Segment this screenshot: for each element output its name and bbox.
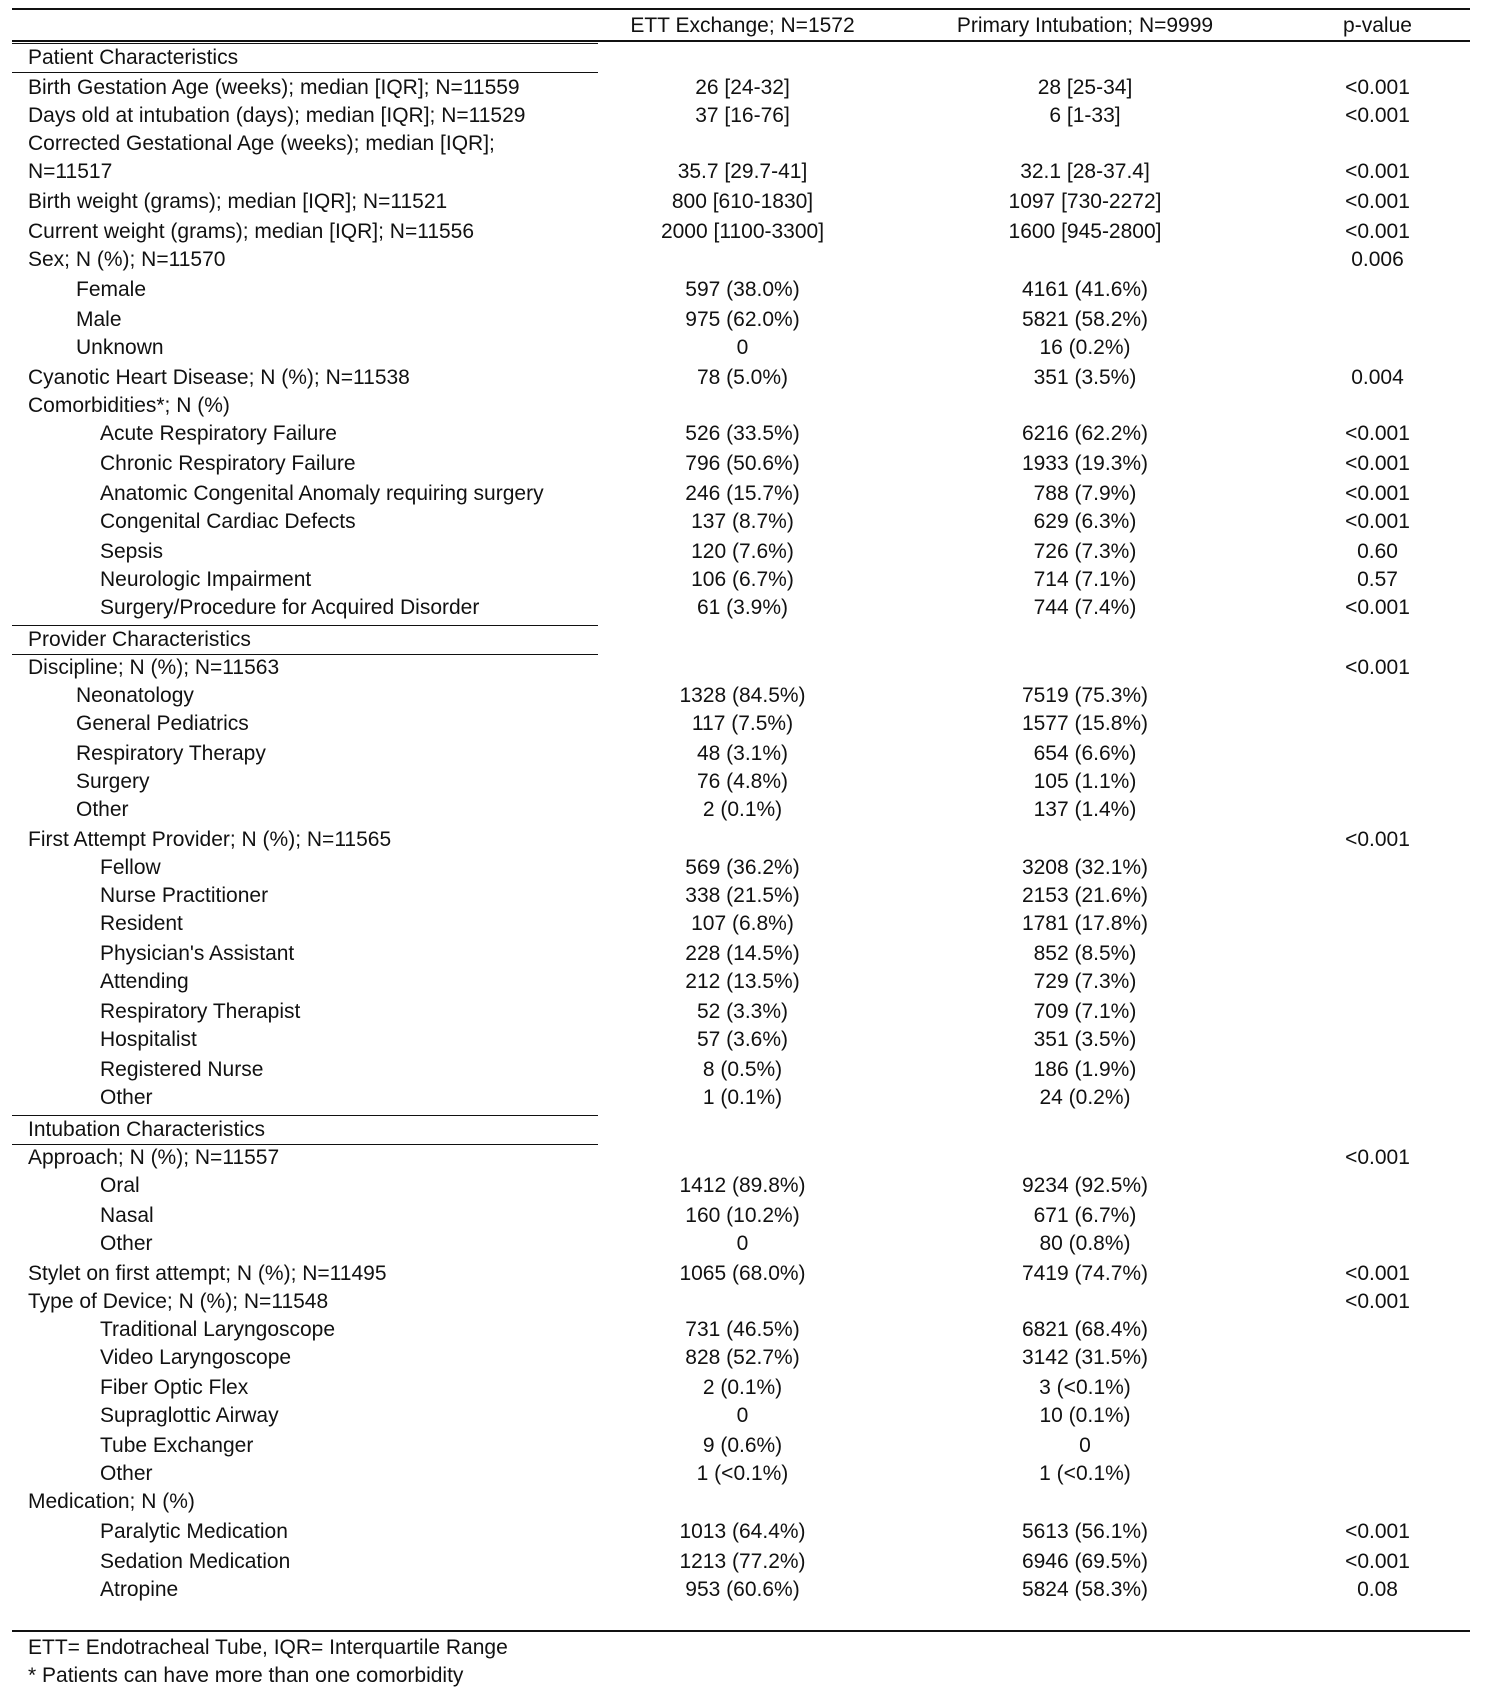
primary-intubation-value: 1600 [945-2800] bbox=[1008, 220, 1162, 243]
row-label: Atropine bbox=[100, 1578, 179, 1601]
footnote-abbreviations: ETT= Endotracheal Tube, IQR= Interquartile Range bbox=[28, 1636, 508, 1659]
ett-exchange-value: 57 (3.6%) bbox=[696, 1028, 789, 1051]
table-row bbox=[0, 1518, 1486, 1546]
row-label: General Pediatrics bbox=[76, 712, 249, 735]
row-label: Resident bbox=[100, 912, 183, 935]
p-value: <0.001 bbox=[1345, 160, 1410, 183]
section-header-row bbox=[0, 626, 1486, 654]
bottom-rule bbox=[12, 1630, 1470, 1632]
table-row bbox=[0, 1288, 1486, 1316]
p-value: 0.08 bbox=[1357, 1578, 1398, 1601]
row-label: Type of Device; N (%); N=11548 bbox=[28, 1290, 329, 1313]
row-label: Neonatology bbox=[76, 684, 194, 707]
primary-intubation-value: 1781 (17.8%) bbox=[1021, 912, 1149, 935]
primary-intubation-value: 709 (7.1%) bbox=[1033, 1000, 1137, 1023]
p-value: <0.001 bbox=[1345, 656, 1410, 679]
row-label: Hospitalist bbox=[100, 1028, 197, 1051]
section-title: Provider Characteristics bbox=[28, 628, 251, 651]
section-rule bbox=[12, 1115, 598, 1116]
row-label: Sepsis bbox=[100, 540, 164, 563]
ett-exchange-value: 228 (14.5%) bbox=[685, 942, 800, 965]
table-row bbox=[0, 1230, 1486, 1258]
row-label: Other bbox=[100, 1462, 153, 1485]
primary-intubation-value: 729 (7.3%) bbox=[1033, 970, 1137, 993]
p-value: <0.001 bbox=[1345, 452, 1410, 475]
row-label: Physician's Assistant bbox=[100, 942, 295, 965]
ett-exchange-value: 212 (13.5%) bbox=[685, 970, 800, 993]
ett-exchange-value: 160 (10.2%) bbox=[685, 1204, 800, 1227]
table-row bbox=[0, 1432, 1486, 1460]
primary-intubation-value: 5613 (56.1%) bbox=[1021, 1520, 1149, 1543]
p-value: <0.001 bbox=[1345, 1550, 1410, 1573]
row-label: Paralytic Medication bbox=[100, 1520, 288, 1543]
table-row bbox=[0, 480, 1486, 508]
primary-intubation-value: 852 (8.5%) bbox=[1033, 942, 1137, 965]
row-label: Unknown bbox=[76, 336, 164, 359]
primary-intubation-value: 2153 (21.6%) bbox=[1021, 884, 1149, 907]
header-p-value: p-value bbox=[1343, 14, 1412, 37]
row-label: Respiratory Therapist bbox=[100, 1000, 301, 1023]
row-label: Other bbox=[100, 1232, 153, 1255]
table-row bbox=[0, 306, 1486, 334]
table-row bbox=[0, 710, 1486, 738]
table-row bbox=[0, 1026, 1486, 1054]
table-row bbox=[0, 1084, 1486, 1112]
p-value: <0.001 bbox=[1345, 104, 1410, 127]
table-row bbox=[0, 188, 1486, 216]
ett-exchange-value: 106 (6.7%) bbox=[691, 568, 794, 591]
ett-exchange-value: 0 bbox=[736, 1404, 749, 1427]
row-label: Nurse Practitioner bbox=[100, 884, 269, 907]
p-value: 0.004 bbox=[1351, 366, 1404, 389]
row-label: N=11517 bbox=[28, 160, 113, 183]
primary-intubation-value: 28 [25-34] bbox=[1037, 76, 1133, 99]
section-header-row bbox=[0, 44, 1486, 72]
primary-intubation-value: 3 (<0.1%) bbox=[1039, 1376, 1131, 1399]
table-row bbox=[0, 910, 1486, 938]
row-label: Tube Exchanger bbox=[100, 1434, 254, 1457]
table-row bbox=[0, 1260, 1486, 1288]
p-value: 0.57 bbox=[1357, 568, 1398, 591]
table-row bbox=[0, 364, 1486, 392]
header-rule bbox=[12, 40, 1470, 42]
primary-intubation-value: 186 (1.9%) bbox=[1033, 1058, 1137, 1081]
primary-intubation-value: 10 (0.1%) bbox=[1039, 1404, 1131, 1427]
table-row bbox=[0, 594, 1486, 622]
p-value: <0.001 bbox=[1345, 828, 1410, 851]
ett-exchange-value: 2000 [1100-3300] bbox=[660, 220, 825, 243]
primary-intubation-value: 6216 (62.2%) bbox=[1021, 422, 1149, 445]
primary-intubation-value: 105 (1.1%) bbox=[1033, 770, 1137, 793]
table-row bbox=[0, 334, 1486, 362]
primary-intubation-value: 1097 [730-2272] bbox=[1008, 190, 1162, 213]
primary-intubation-value: 80 (0.8%) bbox=[1039, 1232, 1131, 1255]
primary-intubation-value: 1933 (19.3%) bbox=[1021, 452, 1149, 475]
primary-intubation-value: 714 (7.1%) bbox=[1033, 568, 1137, 591]
row-label: Male bbox=[76, 308, 122, 331]
row-label: Acute Respiratory Failure bbox=[100, 422, 337, 445]
p-value: <0.001 bbox=[1345, 422, 1410, 445]
row-label: Nasal bbox=[100, 1204, 154, 1227]
row-label: Sex; N (%); N=11570 bbox=[28, 248, 226, 271]
p-value: 0.60 bbox=[1357, 540, 1398, 563]
section-header-row bbox=[0, 1116, 1486, 1144]
ett-exchange-value: 1013 (64.4%) bbox=[679, 1520, 806, 1543]
ett-exchange-value: 953 (60.6%) bbox=[685, 1578, 800, 1601]
primary-intubation-value: 6821 (68.4%) bbox=[1021, 1318, 1149, 1341]
primary-intubation-value: 6 [1-33] bbox=[1049, 104, 1121, 127]
ett-exchange-value: 48 (3.1%) bbox=[696, 742, 789, 765]
primary-intubation-value: 0 bbox=[1079, 1434, 1091, 1457]
p-value: 0.006 bbox=[1351, 248, 1404, 271]
section-title: Intubation Characteristics bbox=[28, 1118, 265, 1141]
row-label: Video Laryngoscope bbox=[100, 1346, 292, 1369]
ett-exchange-value: 78 (5.0%) bbox=[696, 366, 789, 389]
ett-exchange-value: 35.7 [29.7-41] bbox=[677, 160, 808, 183]
primary-intubation-value: 9234 (92.5%) bbox=[1021, 1174, 1149, 1197]
table-row bbox=[0, 1344, 1486, 1372]
ett-exchange-value: 597 (38.0%) bbox=[685, 278, 800, 301]
p-value: <0.001 bbox=[1345, 510, 1410, 533]
p-value: <0.001 bbox=[1345, 482, 1410, 505]
table-row bbox=[0, 218, 1486, 246]
ett-exchange-value: 0 bbox=[736, 336, 749, 359]
row-label: Respiratory Therapy bbox=[76, 742, 266, 765]
table-row bbox=[0, 768, 1486, 796]
row-label: Anatomic Congenital Anomaly requiring surgery bbox=[100, 482, 544, 505]
ett-exchange-value: 76 (4.8%) bbox=[696, 770, 789, 793]
row-label: Current weight (grams); median [IQR]; N=11556 bbox=[28, 220, 475, 243]
table-row bbox=[0, 854, 1486, 882]
section-rule bbox=[12, 72, 598, 73]
table-row bbox=[0, 1488, 1486, 1516]
row-label: Corrected Gestational Age (weeks); median [IQR]; bbox=[28, 132, 495, 155]
ett-exchange-value: 526 (33.5%) bbox=[685, 422, 800, 445]
table-row bbox=[0, 1402, 1486, 1430]
row-label: First Attempt Provider; N (%); N=11565 bbox=[28, 828, 392, 851]
table-row bbox=[0, 682, 1486, 710]
table-row bbox=[0, 566, 1486, 594]
row-label: Fellow bbox=[100, 856, 161, 879]
table-row bbox=[0, 276, 1486, 304]
table-row bbox=[0, 538, 1486, 566]
ett-exchange-value: 26 [24-32] bbox=[695, 76, 790, 99]
table-row bbox=[0, 392, 1486, 420]
ett-exchange-value: 9 (0.6%) bbox=[702, 1434, 783, 1457]
table-row bbox=[0, 1374, 1486, 1402]
row-label: Neurologic Impairment bbox=[100, 568, 312, 591]
table-row bbox=[0, 246, 1486, 274]
primary-intubation-value: 3142 (31.5%) bbox=[1021, 1346, 1149, 1369]
row-label: Oral bbox=[100, 1174, 140, 1197]
header-ett-exchange: ETT Exchange; N=1572 bbox=[630, 14, 855, 37]
footnote-comorbidity: * Patients can have more than one comorbidity bbox=[28, 1664, 464, 1687]
ett-exchange-value: 8 (0.5%) bbox=[702, 1058, 783, 1081]
section-rule bbox=[12, 625, 598, 626]
row-label: Stylet on first attempt; N (%); N=11495 bbox=[28, 1262, 387, 1285]
table-row bbox=[0, 796, 1486, 824]
ett-exchange-value: 975 (62.0%) bbox=[685, 308, 800, 331]
header-primary-intubation: Primary Intubation; N=9999 bbox=[956, 14, 1214, 37]
ett-exchange-value: 246 (15.7%) bbox=[685, 482, 800, 505]
primary-intubation-value: 1577 (15.8%) bbox=[1021, 712, 1149, 735]
ett-exchange-value: 117 (7.5%) bbox=[691, 712, 794, 735]
table-row bbox=[0, 102, 1486, 130]
table-row bbox=[0, 1172, 1486, 1200]
row-label: Congenital Cardiac Defects bbox=[100, 510, 356, 533]
table-row bbox=[0, 74, 1486, 102]
primary-intubation-value: 671 (6.7%) bbox=[1033, 1204, 1137, 1227]
primary-intubation-value: 6946 (69.5%) bbox=[1021, 1550, 1149, 1573]
primary-intubation-value: 726 (7.3%) bbox=[1033, 540, 1137, 563]
row-label: Approach; N (%); N=11557 bbox=[28, 1146, 280, 1169]
top-rule bbox=[12, 8, 1470, 10]
row-label: Cyanotic Heart Disease; N (%); N=11538 bbox=[28, 366, 410, 389]
primary-intubation-value: 351 (3.5%) bbox=[1033, 366, 1137, 389]
table-row bbox=[0, 1316, 1486, 1344]
table-row bbox=[0, 740, 1486, 768]
ett-exchange-value: 0 bbox=[736, 1232, 749, 1255]
primary-intubation-value: 654 (6.6%) bbox=[1033, 742, 1137, 765]
row-label: Days old at intubation (days); median [IQR]; N=11529 bbox=[28, 104, 526, 127]
ett-exchange-value: 37 [16-76] bbox=[695, 104, 790, 127]
ett-exchange-value: 569 (36.2%) bbox=[685, 856, 800, 879]
table-row bbox=[0, 940, 1486, 968]
ett-exchange-value: 137 (8.7%) bbox=[691, 510, 794, 533]
ett-exchange-value: 1412 (89.8%) bbox=[679, 1174, 806, 1197]
primary-intubation-value: 137 (1.4%) bbox=[1033, 798, 1137, 821]
table-row bbox=[0, 1548, 1486, 1576]
row-label: Birth Gestation Age (weeks); median [IQR]; N=11559 bbox=[28, 76, 520, 99]
table-row bbox=[0, 998, 1486, 1026]
primary-intubation-value: 744 (7.4%) bbox=[1033, 596, 1137, 619]
ett-exchange-value: 1 (0.1%) bbox=[702, 1086, 783, 1109]
table-row bbox=[0, 1460, 1486, 1488]
primary-intubation-value: 1 (<0.1%) bbox=[1039, 1462, 1131, 1485]
table-row bbox=[0, 508, 1486, 536]
ett-exchange-value: 61 (3.9%) bbox=[696, 596, 789, 619]
row-label: Surgery/Procedure for Acquired Disorder bbox=[100, 596, 480, 619]
table-row bbox=[0, 1576, 1486, 1604]
primary-intubation-value: 629 (6.3%) bbox=[1033, 510, 1137, 533]
p-value: <0.001 bbox=[1345, 220, 1410, 243]
table-row bbox=[0, 1202, 1486, 1230]
primary-intubation-value: 7519 (75.3%) bbox=[1021, 684, 1149, 707]
p-value: <0.001 bbox=[1345, 1290, 1410, 1313]
p-value: <0.001 bbox=[1345, 1146, 1410, 1169]
table-row bbox=[0, 882, 1486, 910]
row-label: Supraglottic Airway bbox=[100, 1404, 279, 1427]
ett-exchange-value: 1328 (84.5%) bbox=[679, 684, 806, 707]
p-value: <0.001 bbox=[1345, 76, 1410, 99]
row-label: Surgery bbox=[76, 770, 150, 793]
row-label: Attending bbox=[100, 970, 189, 993]
row-label: Fiber Optic Flex bbox=[100, 1376, 249, 1399]
ett-exchange-value: 1 (<0.1%) bbox=[696, 1462, 789, 1485]
row-label: Sedation Medication bbox=[100, 1550, 291, 1573]
row-label: Female bbox=[76, 278, 147, 301]
primary-intubation-value: 351 (3.5%) bbox=[1033, 1028, 1137, 1051]
ett-exchange-value: 107 (6.8%) bbox=[691, 912, 794, 935]
ett-exchange-value: 731 (46.5%) bbox=[685, 1318, 800, 1341]
row-label: Chronic Respiratory Failure bbox=[100, 452, 356, 475]
row-label: Traditional Laryngoscope bbox=[100, 1318, 336, 1341]
ett-exchange-value: 800 [610-1830] bbox=[671, 190, 814, 213]
table-row bbox=[0, 968, 1486, 996]
ett-exchange-value: 120 (7.6%) bbox=[691, 540, 794, 563]
row-label: Comorbidities*; N (%) bbox=[28, 394, 230, 417]
primary-intubation-value: 5821 (58.2%) bbox=[1021, 308, 1149, 331]
row-label: Registered Nurse bbox=[100, 1058, 264, 1081]
table-row bbox=[0, 1056, 1486, 1084]
primary-intubation-value: 788 (7.9%) bbox=[1033, 482, 1137, 505]
section-title: Patient Characteristics bbox=[28, 46, 239, 69]
p-value: <0.001 bbox=[1345, 190, 1410, 213]
ett-exchange-value: 2 (0.1%) bbox=[702, 798, 783, 821]
table-row bbox=[0, 130, 1486, 158]
row-label: Other bbox=[100, 1086, 153, 1109]
table-row bbox=[0, 826, 1486, 854]
primary-intubation-value: 7419 (74.7%) bbox=[1021, 1262, 1149, 1285]
ett-exchange-value: 338 (21.5%) bbox=[685, 884, 800, 907]
ett-exchange-value: 2 (0.1%) bbox=[702, 1376, 783, 1399]
ett-exchange-value: 1065 (68.0%) bbox=[679, 1262, 806, 1285]
row-label: Discipline; N (%); N=11563 bbox=[28, 656, 280, 679]
table-row bbox=[0, 1144, 1486, 1172]
ett-exchange-value: 1213 (77.2%) bbox=[679, 1550, 806, 1573]
table-row bbox=[0, 450, 1486, 478]
primary-intubation-value: 32.1 [28-37.4] bbox=[1020, 160, 1150, 183]
section-rule bbox=[12, 43, 598, 44]
table-row bbox=[0, 420, 1486, 448]
row-label: Other bbox=[76, 798, 129, 821]
primary-intubation-value: 5824 (58.3%) bbox=[1021, 1578, 1149, 1601]
ett-exchange-value: 796 (50.6%) bbox=[685, 452, 800, 475]
row-label: Birth weight (grams); median [IQR]; N=11521 bbox=[28, 190, 448, 213]
table-row bbox=[0, 654, 1486, 682]
primary-intubation-value: 16 (0.2%) bbox=[1039, 336, 1131, 359]
p-value: <0.001 bbox=[1345, 596, 1410, 619]
ett-exchange-value: 828 (52.7%) bbox=[685, 1346, 800, 1369]
primary-intubation-value: 3208 (32.1%) bbox=[1021, 856, 1149, 879]
row-label: Medication; N (%) bbox=[28, 1490, 195, 1513]
primary-intubation-value: 4161 (41.6%) bbox=[1021, 278, 1149, 301]
ett-exchange-value: 52 (3.3%) bbox=[696, 1000, 789, 1023]
primary-intubation-value: 24 (0.2%) bbox=[1039, 1086, 1131, 1109]
table-row bbox=[0, 158, 1486, 186]
p-value: <0.001 bbox=[1345, 1520, 1410, 1543]
p-value: <0.001 bbox=[1345, 1262, 1410, 1285]
